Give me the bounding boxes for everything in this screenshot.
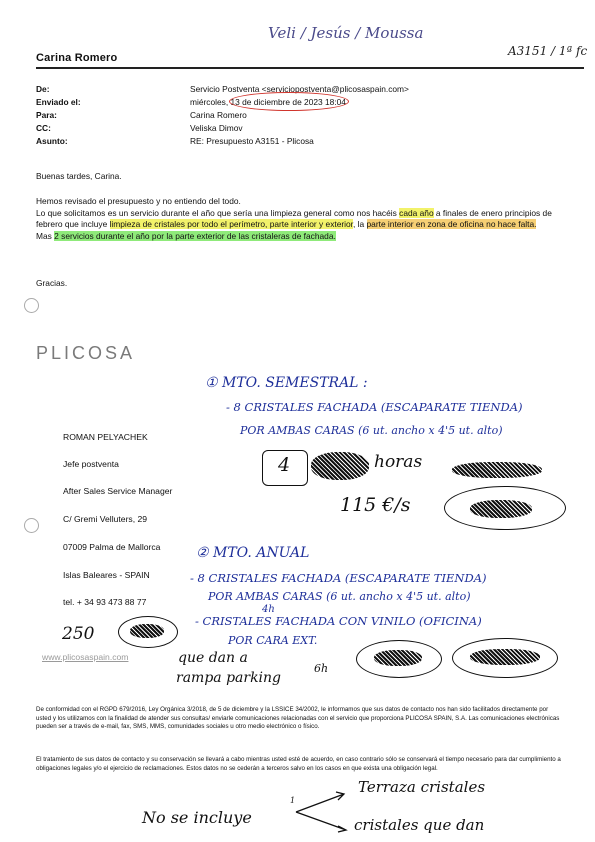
- sent-value: miércoles, 13 de diciembre de 2023 18:04: [190, 97, 346, 107]
- highlight-glass-cleaning: limpieza de cristales por todo el perímetro, parte interior y exterior: [109, 219, 354, 230]
- handwritten-hours-number: 4: [278, 454, 291, 476]
- handwritten-6h: 6h: [314, 662, 329, 675]
- to-label: Para:: [36, 110, 57, 120]
- handwritten-note: rampa parking: [176, 670, 282, 686]
- scribbled-out-value: [311, 452, 369, 480]
- email-closing: Gracias.: [36, 278, 68, 288]
- handwritten-hours-label: horas: [374, 452, 423, 472]
- signature-phone[interactable]: tel. + 34 93 473 88 77: [63, 597, 147, 607]
- handwritten-note: cristales que dan: [354, 816, 485, 834]
- company-logo: PLICOSA: [36, 343, 136, 363]
- handwritten-4h: 4h: [262, 604, 275, 615]
- handwritten-line: POR AMBAS CARAS (6 ut. ancho x 4'5 ut. alto): [208, 590, 471, 603]
- signature-street: C/ Gremi Velluters, 29: [63, 514, 148, 524]
- email-greeting: Buenas tardes, Carina.: [36, 171, 122, 181]
- cc-value: Veliska Dimov: [190, 123, 243, 133]
- handwritten-annual-title: ② MTO. ANUAL: [196, 545, 310, 561]
- paragraph-line: Hemos revisado el presupuesto y no entiendo del todo.: [36, 196, 241, 206]
- highlight-office-interior: parte interior en zona de oficina no hace falta.: [366, 219, 537, 230]
- handwritten-line: POR CARA EXT.: [228, 634, 318, 647]
- signature-region: Islas Baleares - SPAIN: [63, 570, 150, 580]
- scribbled-out-value: [374, 650, 422, 666]
- handwritten-left-number: 250: [62, 624, 95, 644]
- signature-city: 07009 Palma de Mallorca: [63, 542, 161, 552]
- scribbled-out-value: [470, 649, 540, 665]
- email-paragraph: [36, 196, 556, 242]
- paragraph-text: Lo que solicitamos es un servicio durante el año que sería una limpieza general como nos hacéis: [36, 207, 400, 218]
- header-divider: [36, 67, 584, 69]
- scribbled-out-value: [470, 500, 532, 518]
- handwritten-line: - 8 CRISTALES FACHADA (ESCAPARATE TIENDA): [190, 571, 487, 585]
- scribbled-out-value: [130, 624, 164, 638]
- handwritten-note: Terraza cristales: [358, 778, 486, 796]
- arrow-icon: [292, 786, 352, 836]
- from-label: De:: [36, 84, 50, 94]
- handwritten-note: que dan a: [178, 650, 248, 666]
- handwritten-line: - CRISTALES FACHADA CON VINILO (OFICINA): [195, 614, 482, 628]
- legal-notice: El tratamiento de sus datos de contacto y su conservación se llevará a cabo mientras usted esté de acuerdo, en caso contrario sólo se conservará el tiempo necesario para dar cumplimiento a obligaciones legales y/o el ejercicio de reclamaciones. Estos datos no se cederán a terceros salvo en los casos en que exista una obligación legal.: [36, 756, 561, 772]
- punch-hole-mark: [24, 518, 39, 533]
- signature-role-en: After Sales Service Manager: [63, 486, 173, 496]
- scribbled-out-value: [452, 462, 542, 478]
- handwritten-semester-title: ① MTO. SEMESTRAL :: [205, 375, 368, 391]
- subject-value: RE: Presupuesto A3151 - Plicosa: [190, 136, 314, 146]
- signature-role-es: Jefe postventa: [63, 459, 119, 469]
- paragraph-text: , la: [353, 219, 367, 230]
- date-circle-annotation: [229, 92, 349, 111]
- signature-name: ROMAN PELYACHEK: [63, 432, 148, 442]
- paragraph-text: Mas: [36, 230, 55, 241]
- handwritten-price: 115 €/s: [340, 494, 411, 516]
- subject-label: Asunto:: [36, 136, 68, 146]
- to-value: Carina Romero: [190, 110, 247, 120]
- handwritten-names: Veli / Jesús / Moussa: [268, 24, 424, 42]
- from-value[interactable]: Servicio Postventa <serviciopostventa@plicosaspain.com>: [190, 84, 409, 94]
- punch-hole-mark: [24, 298, 39, 313]
- highlight-two-services: 2 servicios durante el año por la parte exterior de las cristaleras de fachada.: [54, 230, 336, 241]
- handwritten-not-included: No se incluye: [142, 808, 252, 827]
- sent-label: Enviado el:: [36, 97, 81, 107]
- handwritten-footnote-mark: 1: [290, 796, 296, 805]
- paragraph-text: a finales de enero principios de febrero que incluye: [36, 207, 552, 230]
- highlight-yearly: cada año: [399, 207, 434, 218]
- website-link[interactable]: www.plicosaspain.com: [42, 652, 129, 662]
- handwritten-line: - 8 CRISTALES FACHADA (ESCAPARATE TIENDA): [226, 400, 523, 414]
- cc-label: CC:: [36, 123, 51, 133]
- handwritten-reference: A3151 / 1ª fc: [508, 44, 588, 58]
- legal-notice: De conformidad con el RGPD 679/2016, Ley Orgánica 3/2018, de 5 de diciembre y la LSSICE 34/2002, le informamos que sus datos de contacto nos han sido facilitados directamente por usted y los utilizamos con la finalidad de atender sus consultas/ enviarle comunicaciones relacionadas con el servicio que proporciona PLICOSA SPAIN, S.A. Las comunicaciones electrónicas pueden ser a través de e-mail, fax, SMS, MMS, comunidades sociales u otro medio electrónico o físico.: [36, 706, 560, 731]
- sender-name: Carina Romero: [36, 52, 118, 64]
- handwritten-line: POR AMBAS CARAS (6 ut. ancho x 4'5 ut. alto): [240, 424, 503, 437]
